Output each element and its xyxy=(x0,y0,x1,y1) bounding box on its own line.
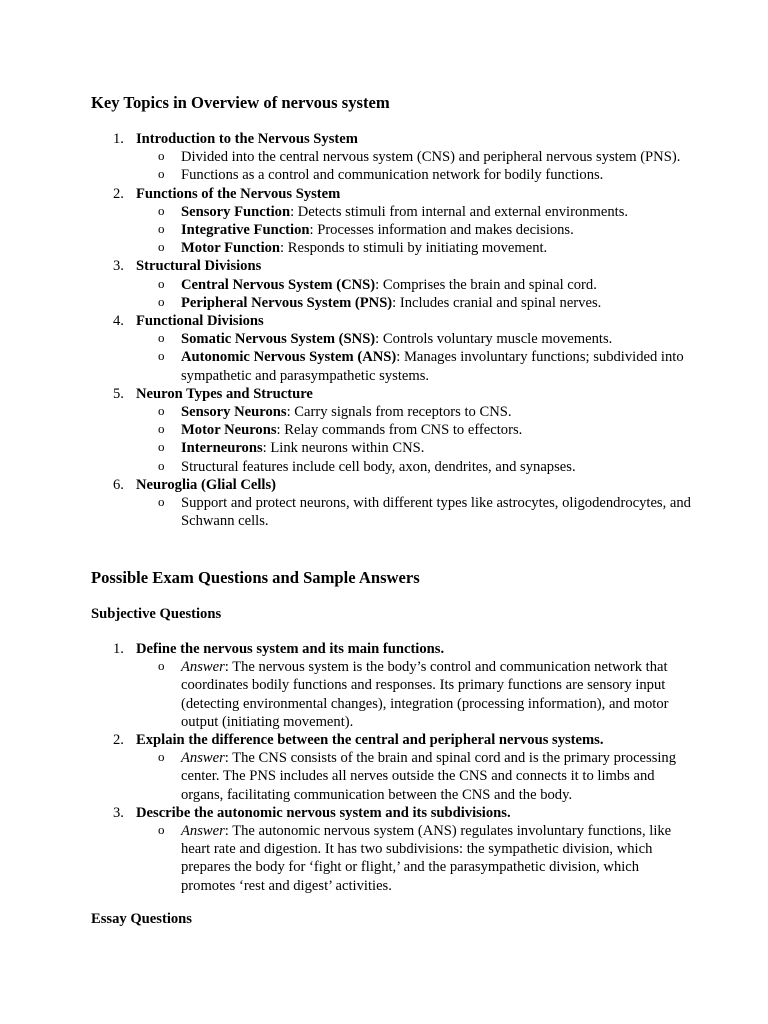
question-item xyxy=(91,640,691,731)
sub-list-item xyxy=(136,348,691,384)
bullet-text: : Relay commands from CNS to effectors. xyxy=(276,422,523,439)
bullet-marker: o xyxy=(158,330,165,346)
bullet-term: Autonomic Nervous System (ANS) xyxy=(181,349,397,366)
list-item xyxy=(91,476,691,531)
bullet-text: Support and protect neurons, with different types like astrocytes, oligodendrocytes, and Schwann cells. xyxy=(181,495,691,530)
bullet-text: : Controls voluntary muscle movements. xyxy=(375,331,613,348)
bullet-term: Sensory Neurons xyxy=(181,404,287,421)
bullet-marker: o xyxy=(158,749,165,765)
sub-list-item xyxy=(136,421,691,439)
bullet-marker: o xyxy=(158,348,165,364)
list-item xyxy=(91,385,691,476)
bullet-term: Motor Neurons xyxy=(181,422,277,439)
list-item xyxy=(91,257,691,312)
bullet-text: : Carry signals from receptors to CNS. xyxy=(286,404,512,421)
bullet-marker: o xyxy=(158,421,165,437)
list-number: 5. xyxy=(113,385,124,402)
answer-label: Answer xyxy=(181,750,225,767)
list-item-title: Neuron Types and Structure xyxy=(136,385,313,402)
answer-text: : The nervous system is the body’s control and communication network that coordinates bodily functions and responses. Its primary functions are sensory input (detecting environmental changes), integration (processing information), and motor output (initiating movement). xyxy=(181,659,669,730)
bullet-text: : Detects stimuli from internal and external environments. xyxy=(290,203,629,220)
bullet-term: Peripheral Nervous System (PNS) xyxy=(181,294,393,311)
subheading-essay-questions: Essay Questions xyxy=(91,911,192,927)
bullet-marker: o xyxy=(158,166,165,182)
answer-item xyxy=(136,822,691,895)
bullet-marker: o xyxy=(158,148,165,164)
bullet-term: Central Nervous System (CNS) xyxy=(181,276,376,293)
list-item-title: Functions of the Nervous System xyxy=(136,185,341,202)
bullet-marker: o xyxy=(158,658,165,674)
answer-item xyxy=(136,658,691,731)
question-number: 1. xyxy=(113,641,124,657)
sub-list-item xyxy=(136,494,691,530)
bullet-text: Functions as a control and communication network for bodily functions. xyxy=(181,167,604,184)
sub-list-item xyxy=(136,403,691,421)
bullet-text: : Link neurons within CNS. xyxy=(262,440,425,457)
bullet-marker: o xyxy=(158,202,165,218)
bullet-text: : Processes information and makes decisions. xyxy=(309,222,574,239)
question-text: Describe the autonomic nervous system and its subdivisions. xyxy=(136,804,511,821)
list-item-title: Structural Divisions xyxy=(136,258,262,275)
bullet-marker: o xyxy=(158,403,165,419)
sub-list-item xyxy=(136,148,691,166)
sub-list-item xyxy=(136,203,691,221)
question-number: 2. xyxy=(113,732,124,749)
bullet-text: Structural features include cell body, axon, dendrites, and synapses. xyxy=(181,458,576,475)
bullet-text: : Includes cranial and spinal nerves. xyxy=(392,294,602,311)
list-number: 2. xyxy=(113,185,124,202)
subheading-subjective-questions: Subjective Questions xyxy=(91,606,222,622)
sub-list-item xyxy=(136,330,691,348)
answer-item xyxy=(136,749,691,804)
sub-list-item xyxy=(136,221,691,239)
bullet-text: : Manages involuntary functions; subdivided into sympathetic and parasympathetic systems. xyxy=(181,349,684,384)
bullet-text: : Comprises the brain and spinal cord. xyxy=(375,276,597,293)
question-text: Define the nervous system and its main functions. xyxy=(136,641,445,657)
subjective-questions-list xyxy=(91,640,691,895)
sub-list-item xyxy=(136,276,691,294)
list-item-title: Functional Divisions xyxy=(136,313,264,330)
bullet-marker: o xyxy=(158,439,165,455)
bullet-marker: o xyxy=(158,221,165,237)
list-number: 6. xyxy=(113,476,124,493)
sub-list-item xyxy=(136,294,691,312)
answer-label: Answer xyxy=(181,659,225,676)
bullet-term: Integrative Function xyxy=(181,222,310,239)
bullet-text: : Responds to stimuli by initiating movement. xyxy=(280,240,548,257)
bullet-text: Divided into the central nervous system (CNS) and peripheral nervous system (PNS). xyxy=(181,149,681,166)
bullet-marker: o xyxy=(158,239,165,255)
key-topics-list xyxy=(91,130,691,530)
bullet-term: Somatic Nervous System (SNS) xyxy=(181,331,376,348)
list-item xyxy=(91,130,691,185)
answer-label: Answer xyxy=(181,823,225,840)
list-number: 1. xyxy=(113,131,124,147)
bullet-term: Sensory Function xyxy=(181,203,291,220)
bullet-term: Interneurons xyxy=(181,440,263,457)
list-number: 4. xyxy=(113,313,124,330)
bullet-term: Motor Function xyxy=(181,240,281,257)
sub-list-item xyxy=(136,166,691,184)
sub-list-item xyxy=(136,239,691,257)
section-heading-exam-questions: Possible Exam Questions and Sample Answers xyxy=(91,568,420,587)
list-item xyxy=(91,185,691,258)
question-text: Explain the difference between the central and peripheral nervous systems. xyxy=(136,732,604,749)
list-item xyxy=(91,312,691,385)
section-heading-key-topics: Key Topics in Overview of nervous system xyxy=(91,93,390,112)
sub-list-item xyxy=(136,439,691,457)
list-number: 3. xyxy=(113,258,124,275)
list-item-title: Neuroglia (Glial Cells) xyxy=(136,476,276,493)
question-item xyxy=(91,804,691,895)
bullet-marker: o xyxy=(158,293,165,309)
answer-text: : The CNS consists of the brain and spinal cord and is the primary processing center. The PNS includes all nerves outside the CNS and connects it to limbs and organs, facilitating communication between the CNS and the body. xyxy=(181,750,677,803)
question-item xyxy=(91,731,691,804)
bullet-marker: o xyxy=(158,275,165,291)
sub-list-item xyxy=(136,458,691,476)
list-item-title: Introduction to the Nervous System xyxy=(136,131,358,147)
bullet-marker: o xyxy=(158,457,165,473)
bullet-marker: o xyxy=(158,822,165,838)
answer-text: : The autonomic nervous system (ANS) regulates involuntary functions, like heart rate and digestion. It has two subdivisions: the sympathetic division, which prepares the body for ‘fight or flight,’ and the parasympathetic division, which promotes ‘rest and digest’ activities. xyxy=(181,823,672,894)
question-number: 3. xyxy=(113,804,124,821)
bullet-marker: o xyxy=(158,494,165,510)
